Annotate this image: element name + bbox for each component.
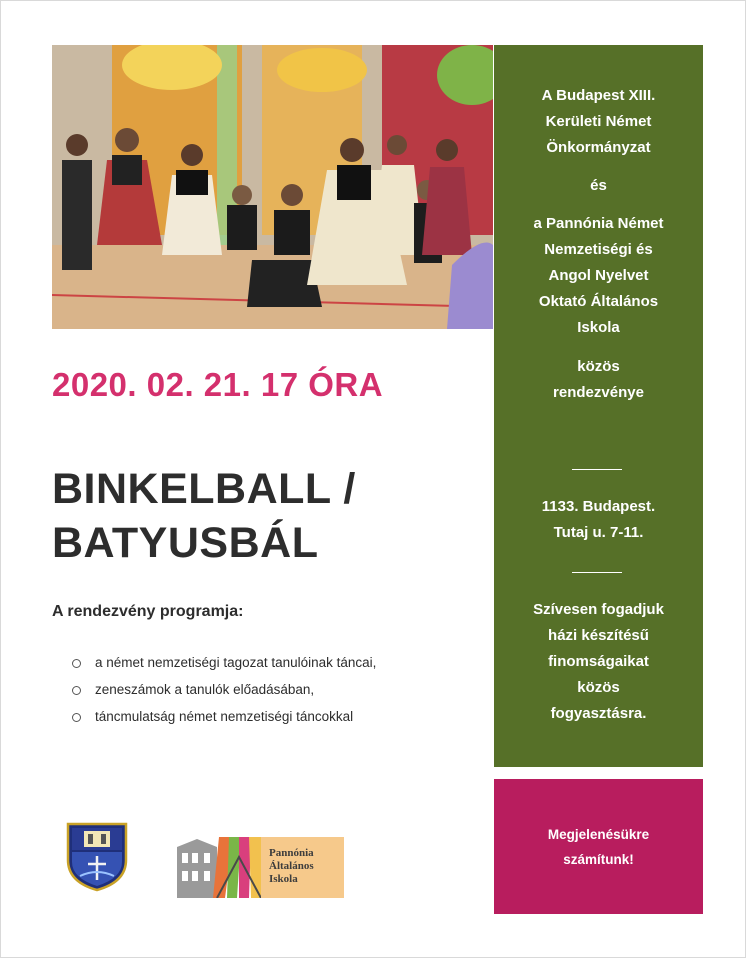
divider	[572, 469, 622, 470]
divider	[572, 572, 622, 573]
invitation-line: házi készítésű	[548, 627, 649, 644]
event-title-line1: BINKELBALL /	[52, 465, 356, 513]
joint-event-line: közös	[577, 358, 620, 375]
program-list	[72, 654, 376, 735]
school-logo-icon	[177, 837, 344, 898]
list-item	[72, 654, 376, 681]
organizer-2-line: Nemzetiségi és	[544, 241, 653, 258]
event-title-line2: BATYUSBÁL	[52, 519, 319, 567]
bullet-icon	[72, 686, 81, 695]
venue-line: 1133. Budapest.	[541, 498, 656, 515]
closing-line: számítunk!	[563, 851, 634, 867]
invitation-line: fogyasztásra.	[550, 705, 647, 722]
invitation-text	[494, 597, 703, 727]
venue-line: Tutaj u. 7-11.	[553, 524, 644, 541]
school-logo-line: Iskola	[269, 873, 298, 885]
organizer-1-line: Kerületi Német	[545, 113, 652, 130]
organizer-1-line: A Budapest XIII.	[541, 87, 656, 104]
closing-box	[494, 779, 703, 914]
organizer-1	[494, 83, 703, 161]
school-logo-line: Általános	[269, 860, 314, 872]
district-crest-icon	[66, 822, 128, 892]
list-item-text: táncmulatság német nemzetiségi táncokkal	[95, 709, 354, 724]
bullet-icon	[72, 659, 81, 668]
list-item	[72, 681, 376, 708]
invitation-line: finomságaikat	[548, 653, 649, 670]
bullet-icon	[72, 713, 81, 722]
joint-event-label	[494, 354, 703, 406]
invitation-line: közös	[577, 679, 620, 696]
list-item-text: a német nemzetiségi tagozat tanulóinak táncai,	[95, 655, 377, 670]
program-heading: A rendezvény programja:	[52, 603, 244, 620]
list-item-text: zeneszámok a tanulók előadásában,	[95, 682, 315, 697]
organizer-2-line: Oktató Általános	[538, 293, 659, 310]
school-logo-text	[261, 837, 344, 898]
joint-event-line: rendezvénye	[553, 384, 644, 401]
venue-address	[494, 494, 703, 546]
event-title	[52, 462, 482, 570]
school-logo-line: Pannónia	[269, 847, 314, 859]
organizer-connector: és	[590, 177, 607, 194]
organizer-2-line: a Pannónia Német	[533, 215, 664, 232]
organizer-2-line: Iskola	[577, 319, 620, 336]
invitation-line: Szívesen fogadjuk	[533, 601, 664, 618]
organizer-panel	[494, 45, 703, 767]
list-item	[72, 708, 376, 735]
event-date-time: 2020. 02. 21. 17 ÓRA	[52, 366, 384, 403]
closing-line: Megjelenésükre	[547, 826, 650, 842]
dance-photo	[52, 45, 493, 329]
organizer-2	[494, 211, 703, 341]
organizer-2-line: Angol Nyelvet	[548, 267, 649, 284]
organizer-1-line: Önkormányzat	[546, 139, 651, 156]
